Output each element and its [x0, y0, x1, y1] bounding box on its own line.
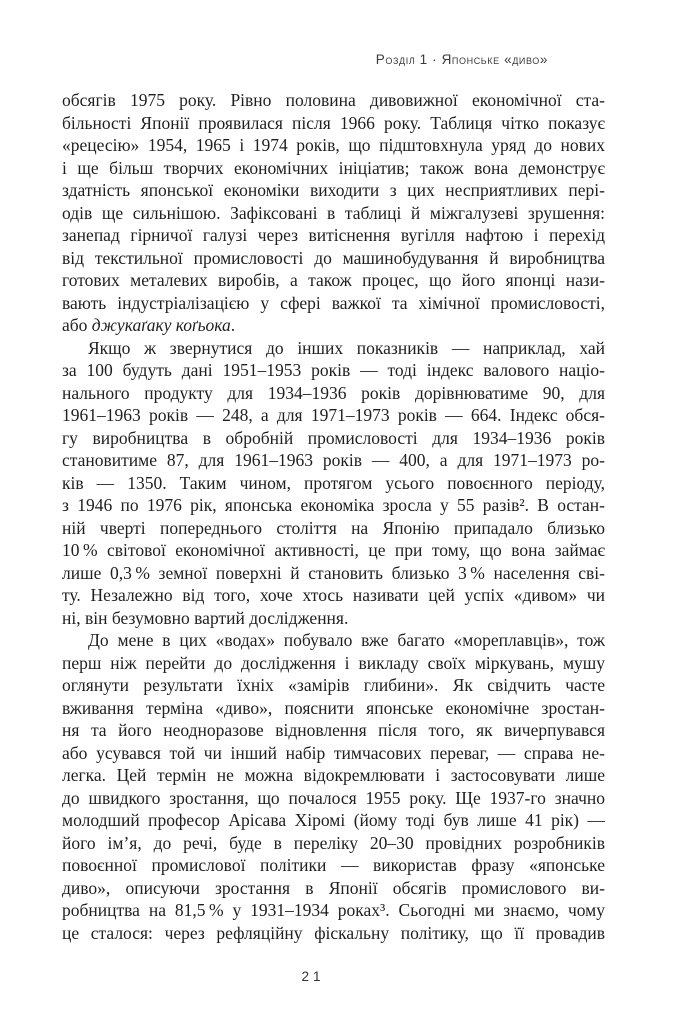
- text-segment: робництва на 81,5 % у 1931–1934 роках³. Сьогодні ми знаємо, чому: [62, 900, 605, 920]
- text-segment: оглянути результати їхніх «замірів глибини». Як свідчить часте: [62, 675, 605, 695]
- text-segment: обсягів 1975 року. Рівно половина дивовижної економічної ста-: [62, 90, 605, 110]
- text-segment: більності Японії проявилася після 1966 року. Таблиця чітко показує: [62, 112, 605, 133]
- text-line: [62, 179, 605, 202]
- text-line: [62, 674, 605, 697]
- paragraph: [62, 89, 605, 337]
- text-segment: .: [230, 315, 236, 335]
- text-line: [62, 89, 605, 112]
- text-line: [62, 584, 605, 607]
- text-line: [62, 787, 605, 810]
- text-segment: або усувався той чи інший набір тимчасових переваг, — справа не-: [62, 742, 605, 763]
- text-line: [62, 314, 605, 337]
- text-line: [62, 742, 605, 765]
- text-line: [62, 517, 605, 540]
- text-segment: і ще більш творчих економічних ініціатив; також вона демонструє: [62, 157, 605, 178]
- text-line: [62, 539, 605, 562]
- text-line: [62, 877, 605, 900]
- text-line: [62, 112, 605, 135]
- text-line: [62, 629, 605, 652]
- italic-term: джукаґаку коґьока: [91, 315, 231, 335]
- text-segment: це сталося: через рефляційну фіскальну політику, що її провадив: [62, 922, 605, 943]
- text-line: [62, 292, 605, 315]
- text-line: [62, 719, 605, 742]
- text-segment: 10 % світової економічної активності, це при тому, що вона займає: [62, 540, 605, 560]
- text-segment: лише 0,3 % земної поверхні й становить близько 3 % населення сві-: [62, 562, 605, 583]
- text-segment: ній чверті попереднього століття на Японію припадало близько: [62, 517, 605, 538]
- text-line: [62, 224, 605, 247]
- text-line: [62, 359, 605, 382]
- text-segment: до швидкого зростання, що почалося 1955 року. Ще 1937-го значно: [62, 787, 605, 808]
- text-segment: занепад гірничої галузі через витіснення вугілля нафтою і перехід: [62, 225, 605, 245]
- text-segment: Якщо ж звернутися до інших показників — наприклад, хай: [88, 337, 605, 358]
- text-segment: нального продукту для 1934–1936 років дорівнюватиме 90, для: [62, 382, 605, 403]
- text-line: [62, 607, 605, 630]
- text-segment: «рецесію» 1954, 1965 і 1974 років, що підштовхнула уряд до нових: [62, 135, 605, 155]
- text-segment: становитиме 87, для 1961–1963 років — 400, а для 1971–1973 ро-: [62, 450, 605, 470]
- text-segment: ту. Незалежно від того, хоче хтось називати цей успіх «дивом» чи: [62, 585, 605, 605]
- text-line: [62, 854, 605, 877]
- text-segment: ків — 1350. Таким чином, протягом усього повоєнного періоду,: [62, 472, 605, 493]
- text-line: [62, 134, 605, 157]
- text-line: [62, 809, 605, 832]
- paragraph: [62, 629, 605, 944]
- body-text: [62, 89, 605, 944]
- text-segment: повоєнної промислової політики — використав фразу «японське: [62, 855, 605, 875]
- text-segment: До мене в цих «водах» побувало вже багато «мореплавців», тож: [88, 630, 605, 650]
- text-line: [62, 449, 605, 472]
- text-segment: ня та його неодноразове відновлення після того, як вичерпувався: [62, 720, 605, 740]
- text-line: [62, 157, 605, 180]
- text-segment: перш ніж перейти до дослідження і викладу своїх міркувань, мушу: [62, 652, 605, 673]
- text-segment: його ім’я, до речі, буде в переліку 20–30 провідних розробників: [62, 832, 605, 853]
- text-line: [62, 562, 605, 585]
- text-line: [62, 922, 605, 945]
- text-segment: готових металевих виробів, а також процес, що його японці нази-: [62, 270, 605, 290]
- text-segment: одів ще сильнішою. Зафіксовані в таблиці й міжгалузеві зрушення:: [62, 202, 605, 223]
- text-line: [62, 764, 605, 787]
- text-line: [62, 337, 605, 360]
- text-segment: гу виробництва в обробній промисловості для 1934–1936 років: [62, 427, 605, 448]
- text-segment: молодший професор Арісава Хіромі (йому тоді був лише 41 рік) —: [62, 810, 605, 830]
- text-segment: легка. Цей термін не можна відокремлювати і застосовувати лише: [62, 765, 605, 785]
- text-line: [62, 247, 605, 270]
- text-line: [62, 494, 605, 517]
- text-segment: від текстильної промисловості до машинобудування й виробництва: [62, 247, 605, 268]
- text-line: [62, 382, 605, 405]
- text-line: [62, 697, 605, 720]
- text-segment: здатність японської економіки виходити з цих несприятливих пері-: [62, 180, 605, 200]
- text-segment: 1961–1963 років — 248, а для 1971–1973 років — 664. Індекс обся-: [62, 405, 605, 425]
- text-segment: вживання терміна «диво», пояснити японське економічне зростан-: [62, 697, 605, 718]
- paragraph: [62, 337, 605, 630]
- text-segment: з 1946 по 1976 рік, японська економіка зросла у 55 разів². В остан-: [62, 495, 605, 515]
- page-number: 21: [301, 969, 325, 984]
- text-segment: диво», описуючи зростання в Японії обсягів промислового ви-: [62, 877, 605, 898]
- text-segment: або: [62, 315, 92, 335]
- text-line: [62, 427, 605, 450]
- text-line: [62, 652, 605, 675]
- running-header: Розділ 1 · Японське «диво»: [375, 52, 548, 67]
- text-segment: за 100 будуть дані 1951–1953 років — тоді індекс валового націо-: [62, 360, 605, 380]
- text-line: [62, 202, 605, 225]
- text-line: [62, 832, 605, 855]
- text-line: [62, 404, 605, 427]
- text-line: [62, 472, 605, 495]
- text-segment: ні, він безумовно вартий дослідження.: [62, 607, 349, 628]
- text-segment: вають індустріалізацією у сфері важкої та хімічної промисловості,: [62, 292, 605, 313]
- text-line: [62, 899, 605, 922]
- text-line: [62, 269, 605, 292]
